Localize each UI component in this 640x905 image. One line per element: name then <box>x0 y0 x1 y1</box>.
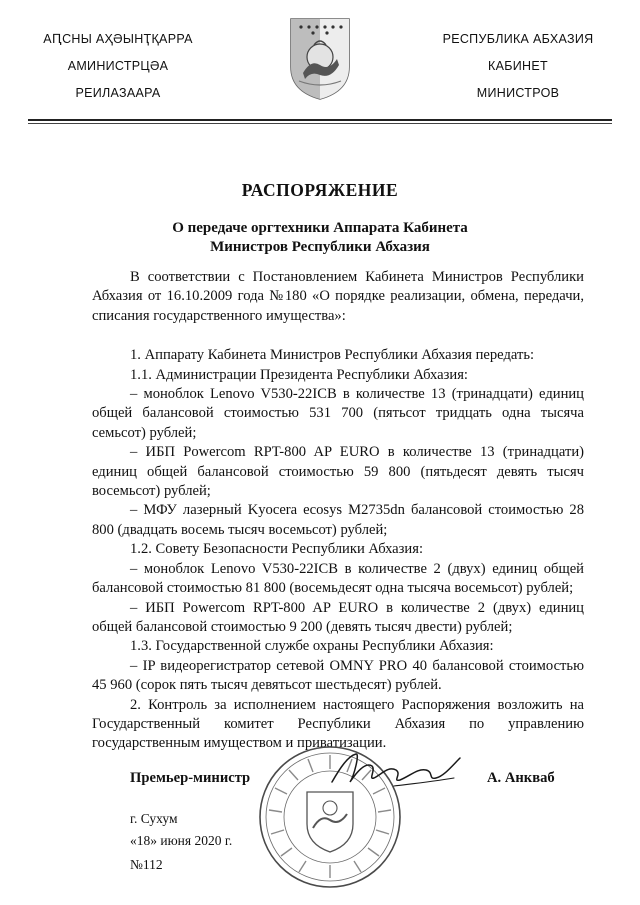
subject-line-2: Министров Республики Абхазия <box>210 239 430 255</box>
letterhead-left-line-3: РЕИЛАЗААРА <box>75 86 161 100</box>
paragraph-item-2: 2. Контроль за исполнением настоящего Распоряжения возложить на Государственный комитет Республики Абхазия по управлению государственным имуществом и приватизации. <box>92 696 584 752</box>
document-title: РАСПОРЯЖЕНИЕ <box>241 180 399 200</box>
header-rule-thick <box>28 119 612 121</box>
letterhead-russian <box>418 26 618 107</box>
letterhead-left-line-2: АМИНИСТРЦӘА <box>67 59 169 73</box>
subject-line-1: О передаче оргтехники Аппарата Кабинета <box>172 220 468 236</box>
document-body <box>92 268 584 754</box>
letterhead-left-line-1: АԤСНЫ АҲӘЫНҬҚАРРА <box>43 32 193 46</box>
handwritten-signature-icon <box>330 748 465 790</box>
document-city: г. Сухум <box>130 811 178 826</box>
document-number: №112 <box>130 857 163 872</box>
paragraph-lenovo-council: – моноблок Lenovo V530-22ICB в количестве 2 (двух) единиц общей балансовой стоимостью 81 800 (восемьдесят одна тысяча восемьсот) рублей; <box>92 560 584 597</box>
signatory-role: Премьер-министр <box>130 770 251 786</box>
paragraph-preamble: В соответствии с Постановлением Кабинета Министров Республики Абхазия от 16.10.2009 года №180 «О порядке реализации, обмена, передачи, списания государственного имущества»: <box>92 269 584 324</box>
paragraph-item-1: 1. Аппарату Кабинета Министров Республики Абхазия передать: <box>130 347 535 364</box>
abkhazia-emblem-icon <box>287 15 353 101</box>
paragraph-item-1-2: 1.2. Совету Безопасности Республики Абхазия: <box>130 541 423 558</box>
paragraph-ups-admin: – ИБП Powercom RPT-800 AP EURO в количестве 13 (тринадцати) единиц общей балансовой стоимостью 59 800 (пятьдесят девять тысяч восемьсот) рублей; <box>92 444 584 500</box>
letterhead-abkhaz <box>18 26 218 107</box>
paragraph-ups-council: – ИБП Powercom RPT-800 AP EURO в количестве 2 (двух) единиц общей балансовой стоимостью 9 200 (девять тысяч двести) рублей; <box>92 599 584 635</box>
paragraph-item-1-1: 1.1. Администрации Президента Республики Абхазия: <box>130 366 468 383</box>
document-date: «18» июня 2020 г. <box>130 833 233 848</box>
signatory-name: А. Анкваб <box>487 770 555 786</box>
letterhead-right-line-2: КАБИНЕТ <box>488 59 548 73</box>
paragraph-mfp-admin: – МФУ лазерный Kyocera ecosys M2735dn балансовой стоимостью 28 800 (двадцать восемь тысяч восемьсот) рублей; <box>92 502 584 538</box>
letterhead <box>0 0 640 130</box>
letterhead-right-line-1: РЕСПУБЛИКА АБХАЗИЯ <box>442 32 594 46</box>
document-subject <box>0 219 640 257</box>
paragraph-recorder-guard: – IP видеорегистратор сетевой OMNY PRO 40 балансовой стоимостью 45 960 (сорок пять тысяч девятьсот шестьдесят) рублей. <box>92 657 584 694</box>
header-rule-thin <box>28 123 612 124</box>
paragraph-item-1-3: 1.3. Государственной службе охраны Республики Абхазия: <box>130 638 494 655</box>
paragraph-lenovo-admin: – моноблок Lenovo V530-22ICB в количестве 13 (тринадцати) единиц общей балансовой стоимостью 531 700 (пятьсот тридцать одна тысяча семьсот) рублей; <box>92 386 584 441</box>
letterhead-right-line-3: МИНИСТРОВ <box>476 86 560 100</box>
